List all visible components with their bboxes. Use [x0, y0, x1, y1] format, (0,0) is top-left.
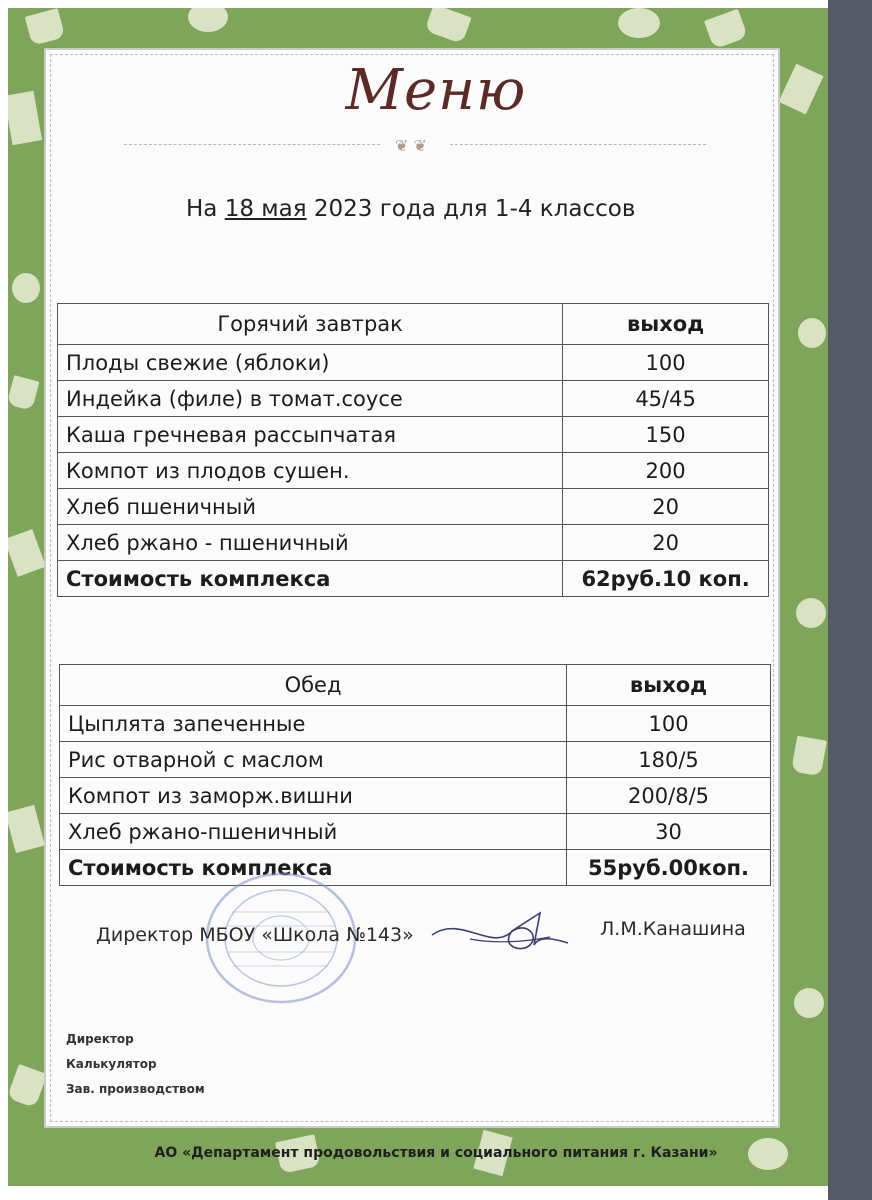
table-row	[58, 417, 769, 453]
dish-yield: 100	[567, 706, 771, 742]
lunch-header: Обед	[60, 665, 567, 706]
dish-yield: 20	[563, 489, 769, 525]
menu-subtitle	[186, 196, 635, 222]
dish-name: Компот из заморж.вишни	[60, 778, 567, 814]
cost-value: 55руб.00коп.	[567, 850, 771, 886]
glass-icon	[8, 805, 45, 853]
table-header-row	[58, 304, 769, 345]
dish-name: Рис отварной с маслом	[60, 742, 567, 778]
cake-icon	[188, 8, 228, 32]
director-signature-role: Директор МБОУ «Школа №143»	[96, 924, 414, 946]
table-row	[58, 345, 769, 381]
cost-label: Стоимость комплекса	[58, 561, 563, 597]
director-name: Л.М.Канашина	[600, 918, 746, 940]
footer-organization: АО «Департамент продовольствия и социального питания г. Казани»	[154, 1145, 718, 1161]
flourish-ornament: ❦ ❦	[395, 136, 427, 155]
cost-row	[60, 850, 771, 886]
dish-yield: 200/8/5	[567, 778, 771, 814]
dish-name: Хлеб ржано-пшеничный	[60, 814, 567, 850]
table-row	[60, 778, 771, 814]
table-row	[58, 525, 769, 561]
yield-header: выход	[567, 665, 771, 706]
handwritten-signature	[430, 905, 570, 955]
title-divider-left	[124, 144, 380, 145]
dish-yield: 20	[563, 525, 769, 561]
glass-icon	[8, 529, 46, 577]
cup-icon	[25, 8, 66, 46]
breakfast-header: Горячий завтрак	[58, 304, 563, 345]
table-header-row	[60, 665, 771, 706]
cake-icon	[796, 598, 826, 628]
yield-header: выход	[563, 304, 769, 345]
dish-yield: 180/5	[567, 742, 771, 778]
scan-edge	[828, 0, 872, 1200]
dish-name: Хлеб пшеничный	[58, 489, 563, 525]
cost-label: Стоимость комплекса	[60, 850, 567, 886]
dish-name: Плоды свежие (яблоки)	[58, 345, 563, 381]
title-divider-right	[450, 144, 706, 145]
dish-name: Компот из плодов сушен.	[58, 453, 563, 489]
cost-row	[58, 561, 769, 597]
role-production-head: Зав. производством	[66, 1082, 205, 1096]
cup-icon	[704, 9, 748, 50]
breakfast-table	[57, 303, 769, 597]
cake-icon	[12, 273, 40, 303]
cup-icon	[791, 736, 827, 777]
cup-icon	[424, 8, 471, 44]
table-row	[58, 381, 769, 417]
cost-value: 62руб.10 коп.	[563, 561, 769, 597]
cup-icon	[8, 375, 39, 411]
dish-name: Цыплята запеченные	[60, 706, 567, 742]
lunch-table	[59, 664, 771, 886]
dish-name: Индейка (филе) в томат.соусе	[58, 381, 563, 417]
subtitle-date: 18 мая	[224, 196, 307, 222]
dish-name: Каша гречневая рассыпчатая	[58, 417, 563, 453]
dish-yield: 30	[567, 814, 771, 850]
page-title: Меню	[345, 58, 527, 123]
cake-icon	[794, 988, 824, 1018]
subtitle-suffix: 2023 года для 1-4 классов	[306, 196, 636, 222]
cake-icon	[798, 318, 826, 348]
dish-yield: 45/45	[563, 381, 769, 417]
subtitle-prefix: На	[186, 196, 225, 222]
role-director: Директор	[66, 1032, 134, 1046]
dish-yield: 200	[563, 453, 769, 489]
cup-icon	[8, 1064, 47, 1108]
table-row	[58, 489, 769, 525]
dish-yield: 150	[563, 417, 769, 453]
table-row	[60, 742, 771, 778]
dish-name: Хлеб ржано - пшеничный	[58, 525, 563, 561]
table-row	[60, 706, 771, 742]
table-row	[58, 453, 769, 489]
cake-icon	[618, 8, 660, 38]
dish-yield: 100	[563, 345, 769, 381]
table-row	[60, 814, 771, 850]
role-calculator: Калькулятор	[66, 1057, 157, 1071]
